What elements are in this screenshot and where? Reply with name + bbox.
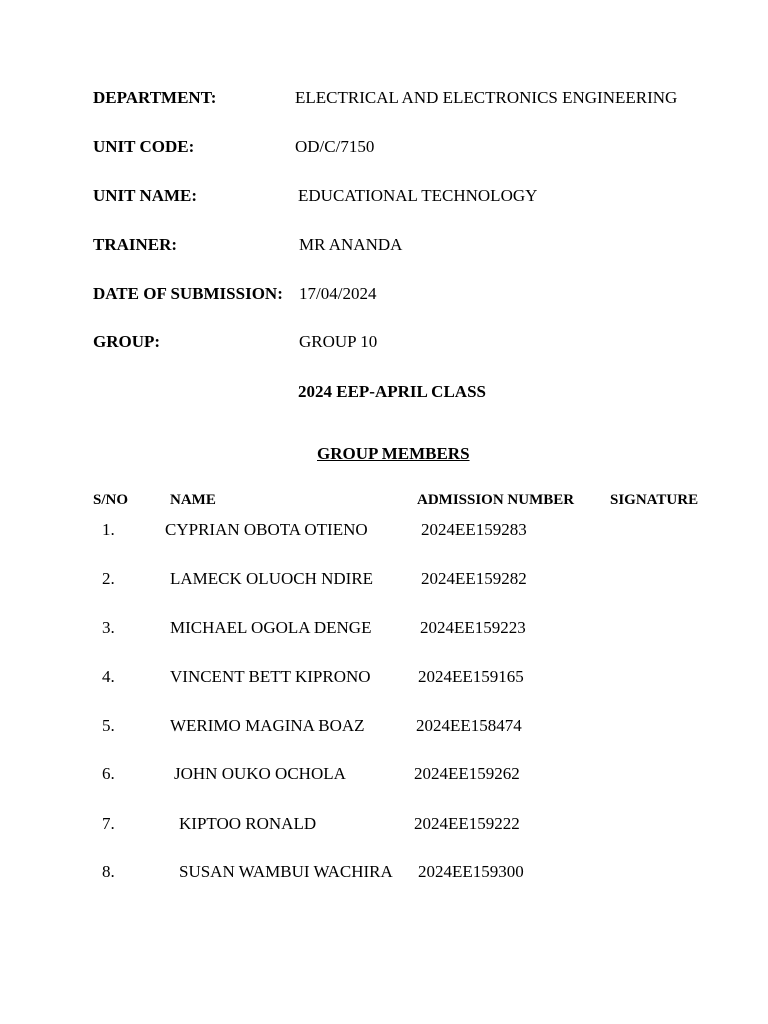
row-admission: 2024EE159283 bbox=[421, 520, 527, 539]
trainer-label: TRAINER: bbox=[93, 235, 178, 254]
unit-code-value: OD/C/7150 bbox=[295, 137, 375, 156]
row-admission: 2024EE159222 bbox=[414, 814, 520, 833]
table-header-signature: SIGNATURE bbox=[610, 492, 699, 508]
department-value: ELECTRICAL AND ELECTRONICS ENGINEERING bbox=[295, 88, 678, 107]
unit-code-label: UNIT CODE: bbox=[93, 137, 195, 156]
group-members-title: GROUP MEMBERS bbox=[317, 444, 470, 463]
row-sno: 5. bbox=[102, 716, 115, 735]
unit-name-value: EDUCATIONAL TECHNOLOGY bbox=[298, 186, 538, 205]
group-label: GROUP: bbox=[93, 332, 161, 351]
row-sno: 2. bbox=[102, 569, 115, 588]
row-admission: 2024EE159300 bbox=[418, 862, 524, 881]
row-name: LAMECK OLUOCH NDIRE bbox=[170, 569, 374, 588]
row-admission: 2024EE159165 bbox=[418, 667, 524, 686]
table-header-name: NAME bbox=[170, 492, 216, 508]
row-admission: 2024EE158474 bbox=[416, 716, 522, 735]
row-name: VINCENT BETT KIPRONO bbox=[170, 667, 371, 686]
row-name: JOHN OUKO OCHOLA bbox=[174, 764, 346, 783]
row-admission: 2024EE159262 bbox=[414, 764, 520, 783]
row-sno: 8. bbox=[102, 862, 115, 881]
row-name: SUSAN WAMBUI WACHIRA bbox=[179, 862, 393, 881]
row-name: KIPTOO RONALD bbox=[179, 814, 317, 833]
row-name: MICHAEL OGOLA DENGE bbox=[170, 618, 372, 637]
row-admission: 2024EE159223 bbox=[420, 618, 526, 637]
class-title: 2024 EEP-APRIL CLASS bbox=[298, 382, 486, 401]
row-sno: 7. bbox=[102, 814, 115, 833]
group-value: GROUP 10 bbox=[299, 332, 378, 351]
unit-name-label: UNIT NAME: bbox=[93, 186, 198, 205]
table-header-admission: ADMISSION NUMBER bbox=[417, 492, 575, 508]
row-sno: 3. bbox=[102, 618, 115, 637]
row-sno: 1. bbox=[102, 520, 115, 539]
date-of-submission-label: DATE OF SUBMISSION: bbox=[93, 284, 283, 303]
trainer-value: MR ANANDA bbox=[299, 235, 403, 254]
row-sno: 4. bbox=[102, 667, 115, 686]
department-label: DEPARTMENT: bbox=[93, 88, 217, 107]
row-name: CYPRIAN OBOTA OTIENO bbox=[165, 520, 368, 539]
table-header-sno: S/NO bbox=[93, 492, 129, 508]
row-sno: 6. bbox=[102, 764, 115, 783]
row-name: WERIMO MAGINA BOAZ bbox=[170, 716, 365, 735]
date-of-submission-value: 17/04/2024 bbox=[299, 284, 377, 303]
row-admission: 2024EE159282 bbox=[421, 569, 527, 588]
